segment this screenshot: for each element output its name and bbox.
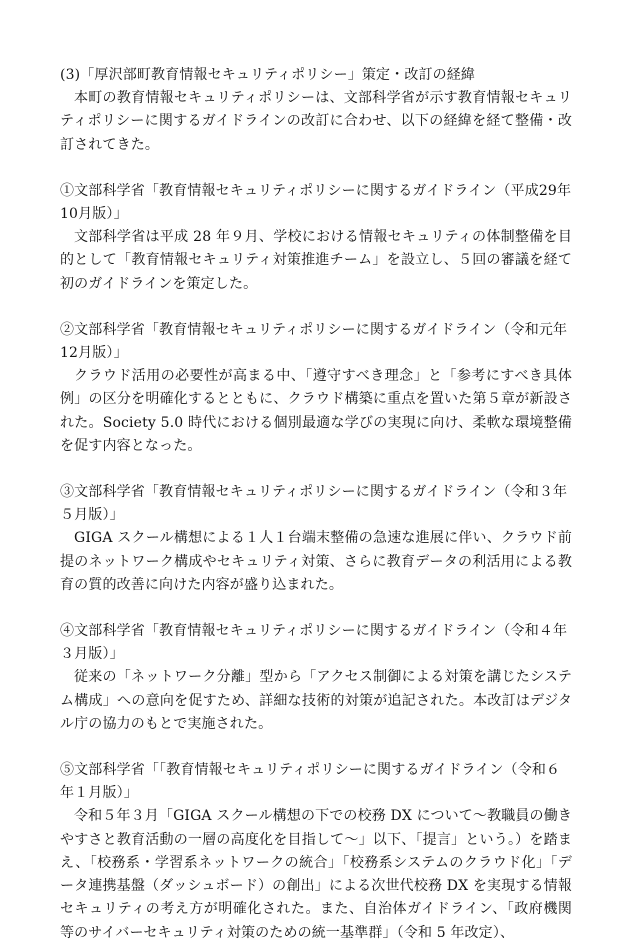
guideline-item-title: ③文部科学省「教育情報セキュリティポリシーに関するガイドライン（令和３年５月版）」 — [60, 484, 568, 524]
guideline-item-5 — [60, 759, 572, 945]
section-intro: 本町の教育情報セキュリティポリシーは、文部科学省が示す教育情報セキュリティポリシーに関するガイドラインの改訂に合わせ、以下の経緯を経て整備・改訂されてきた。 — [60, 90, 572, 153]
guideline-item-body: 令和５年３月「GIGA スクール構想の下での校務 DX について～教職員の働きやすさと教育活動の一層の高度化を目指して～」以下、「提言」という。）を踏まえ、「校務系・学習系ネットワークの統合」「校務系システムのクラウド化」「データ連携基盤（ダッシュボード）の創出」による次世代校務 DX を実現する情報セキュリティの考え方が明確化された。また、自治体ガイドライン、「政府機関等のサイバーセキュリティ対策のための統一基準群」（令和 5 年改定）、 — [60, 808, 572, 941]
guideline-item-title: ①文部科学省「教育情報セキュリティポリシーに関するガイドライン（平成29年10月版）」 — [60, 182, 572, 223]
guideline-item-body: 文部科学省は平成 28 年９月、学校における情報セキュリティの体制整備を目的として「教育情報セキュリティ対策推進チーム」を設立し、５回の審議を経て初のガイドラインを策定した。 — [60, 229, 572, 292]
guideline-item-body: 従来の「ネットワーク分離」型から「アクセス制御による対策を講じたシステム構成」への意向を促すため、詳細な技術的対策が追記された。本改訂はデジタル庁の協力のもとで実施された。 — [60, 669, 572, 732]
guideline-item-4 — [60, 620, 572, 736]
guideline-item-body: GIGA スクール構想による１人１台端末整備の急速な進展に伴い、クラウド前提のネットワーク構成やセキュリティ対策、さらに教育データの利活用による教育の質的改善に向けた内容が盛り込まれた。 — [60, 530, 572, 593]
guideline-item-title: ⑤文部科学省「「教育情報セキュリティポリシーに関するガイドライン（令和６年１月版）」 — [60, 762, 561, 802]
guideline-item-title: ④文部科学省「教育情報セキュリティポリシーに関するガイドライン（令和４年３月版）」 — [60, 623, 568, 663]
guideline-item-body: クラウド活用の必要性が高まる中、「遵守すべき理念」と「参考にすべき具体例」の区分を明確化するとともに、クラウド構築に重点を置いた第５章が新設された。Society 5.0 時代における個別最適な学びの実現に向け、柔軟な環境整備を促す内容となった。 — [60, 368, 572, 454]
guideline-item-1 — [60, 180, 572, 296]
guideline-item-3 — [60, 481, 572, 597]
guideline-item-title: ②文部科学省「教育情報セキュリティポリシーに関するガイドライン（令和元年12月版）」 — [60, 321, 568, 362]
guideline-item-2 — [60, 319, 572, 458]
document-page — [60, 64, 572, 945]
section-heading: (3)「厚沢部町教育情報セキュリティポリシー」策定・改訂の経緯 — [60, 67, 476, 83]
